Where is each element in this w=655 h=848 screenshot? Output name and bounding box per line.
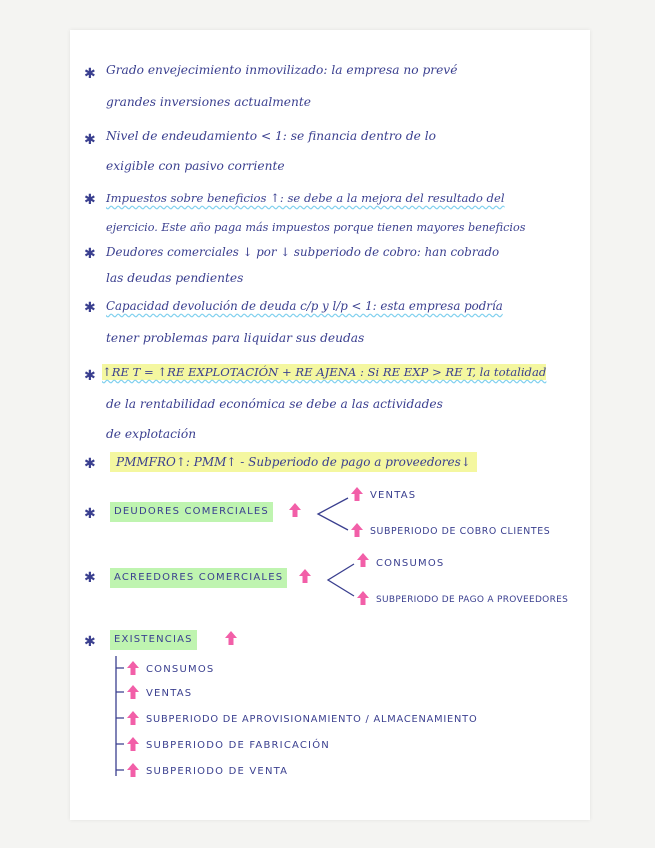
existencias-label: EXISTENCIAS bbox=[110, 630, 197, 650]
note-3-line-1: Impuestos sobre beneficios ↑: se debe a la mejora del resultado del bbox=[106, 191, 505, 205]
group-acreedores-label: ACREEDORES COMERCIALES bbox=[110, 568, 287, 588]
group-acreedores-branch-2: SUBPERIODO DE PAGO A PROVEEDORES bbox=[376, 595, 569, 605]
note-6-line-3: de explotación bbox=[106, 427, 197, 441]
group-deudores-branch-2: SUBPERIODO DE COBRO CLIENTES bbox=[370, 526, 551, 537]
bullet-star-icon: ✱ bbox=[84, 634, 96, 650]
bullet-star-icon: ✱ bbox=[84, 132, 96, 148]
note-1-line-1: Grado envejecimiento inmovilizado: la empresa no prevé bbox=[106, 63, 458, 77]
note-2-line-2: exigible con pasivo corriente bbox=[106, 159, 285, 173]
note-5-line-1: Capacidad devolución de deuda c/p y l/p < 1: esta empresa podría bbox=[106, 299, 503, 313]
notebook-page bbox=[70, 30, 590, 820]
arrow-up-icon bbox=[126, 684, 140, 700]
note-3-line-2: ejercicio. Este año paga más impuestos porque tienen mayores beneficios bbox=[106, 221, 526, 234]
existencias-item-5: SUBPERIODO DE VENTA bbox=[146, 766, 289, 777]
bullet-star-icon: ✱ bbox=[84, 506, 96, 522]
group-deudores-label: DEUDORES COMERCIALES bbox=[110, 502, 273, 522]
arrow-up-icon bbox=[288, 502, 302, 518]
bullet-star-icon: ✱ bbox=[84, 570, 96, 586]
arrow-up-icon bbox=[126, 762, 140, 778]
existencias-item-4: SUBPERIODO DE FABRICACIÓN bbox=[146, 740, 330, 751]
existencias-item-2: VENTAS bbox=[146, 688, 193, 699]
note-2-line-1: Nivel de endeudamiento < 1: se financia dentro de lo bbox=[106, 129, 436, 143]
branch-bracket bbox=[324, 560, 356, 600]
arrow-up-icon bbox=[126, 710, 140, 726]
arrow-up-icon bbox=[356, 552, 370, 568]
bullet-star-icon: ✱ bbox=[84, 246, 96, 262]
arrow-up-icon bbox=[350, 486, 364, 502]
note-5-line-2: tener problemas para liquidar sus deudas bbox=[106, 331, 365, 345]
branch-bracket bbox=[314, 494, 350, 534]
existencias-item-3: SUBPERIODO DE APROVISIONAMIENTO / ALMACENAMIENTO bbox=[146, 714, 478, 725]
note-7-line-1: PMMFRO↑: PMM↑ - Subperiodo de pago a proveedores↓ bbox=[110, 452, 477, 472]
note-4-line-2: las deudas pendientes bbox=[106, 271, 244, 285]
existencias-item-1: CONSUMOS bbox=[146, 664, 215, 675]
note-6-line-2: de la rentabilidad económica se debe a las actividades bbox=[106, 397, 443, 411]
bullet-star-icon: ✱ bbox=[84, 368, 96, 384]
arrow-up-icon bbox=[298, 568, 312, 584]
note-1-line-2: grandes inversiones actualmente bbox=[106, 95, 311, 109]
arrow-up-icon bbox=[126, 660, 140, 676]
note-4-line-1: Deudores comerciales ↓ por ↓ subperiodo de cobro: han cobrado bbox=[106, 245, 500, 259]
bullet-star-icon: ✱ bbox=[84, 300, 96, 316]
arrow-up-icon bbox=[350, 522, 364, 538]
bullet-star-icon: ✱ bbox=[84, 66, 96, 82]
arrow-up-icon bbox=[126, 736, 140, 752]
bullet-star-icon: ✱ bbox=[84, 192, 96, 208]
bullet-star-icon: ✱ bbox=[84, 456, 96, 472]
group-acreedores-branch-1: CONSUMOS bbox=[376, 558, 445, 569]
arrow-up-icon bbox=[356, 590, 370, 606]
group-deudores-branch-1: VENTAS bbox=[370, 490, 417, 501]
note-6-line-1: ↑RE T = ↑RE EXPLOTACIÓN + RE AJENA : Si RE EXP > RE T, la totalidad bbox=[102, 365, 547, 379]
arrow-up-icon bbox=[224, 630, 238, 646]
